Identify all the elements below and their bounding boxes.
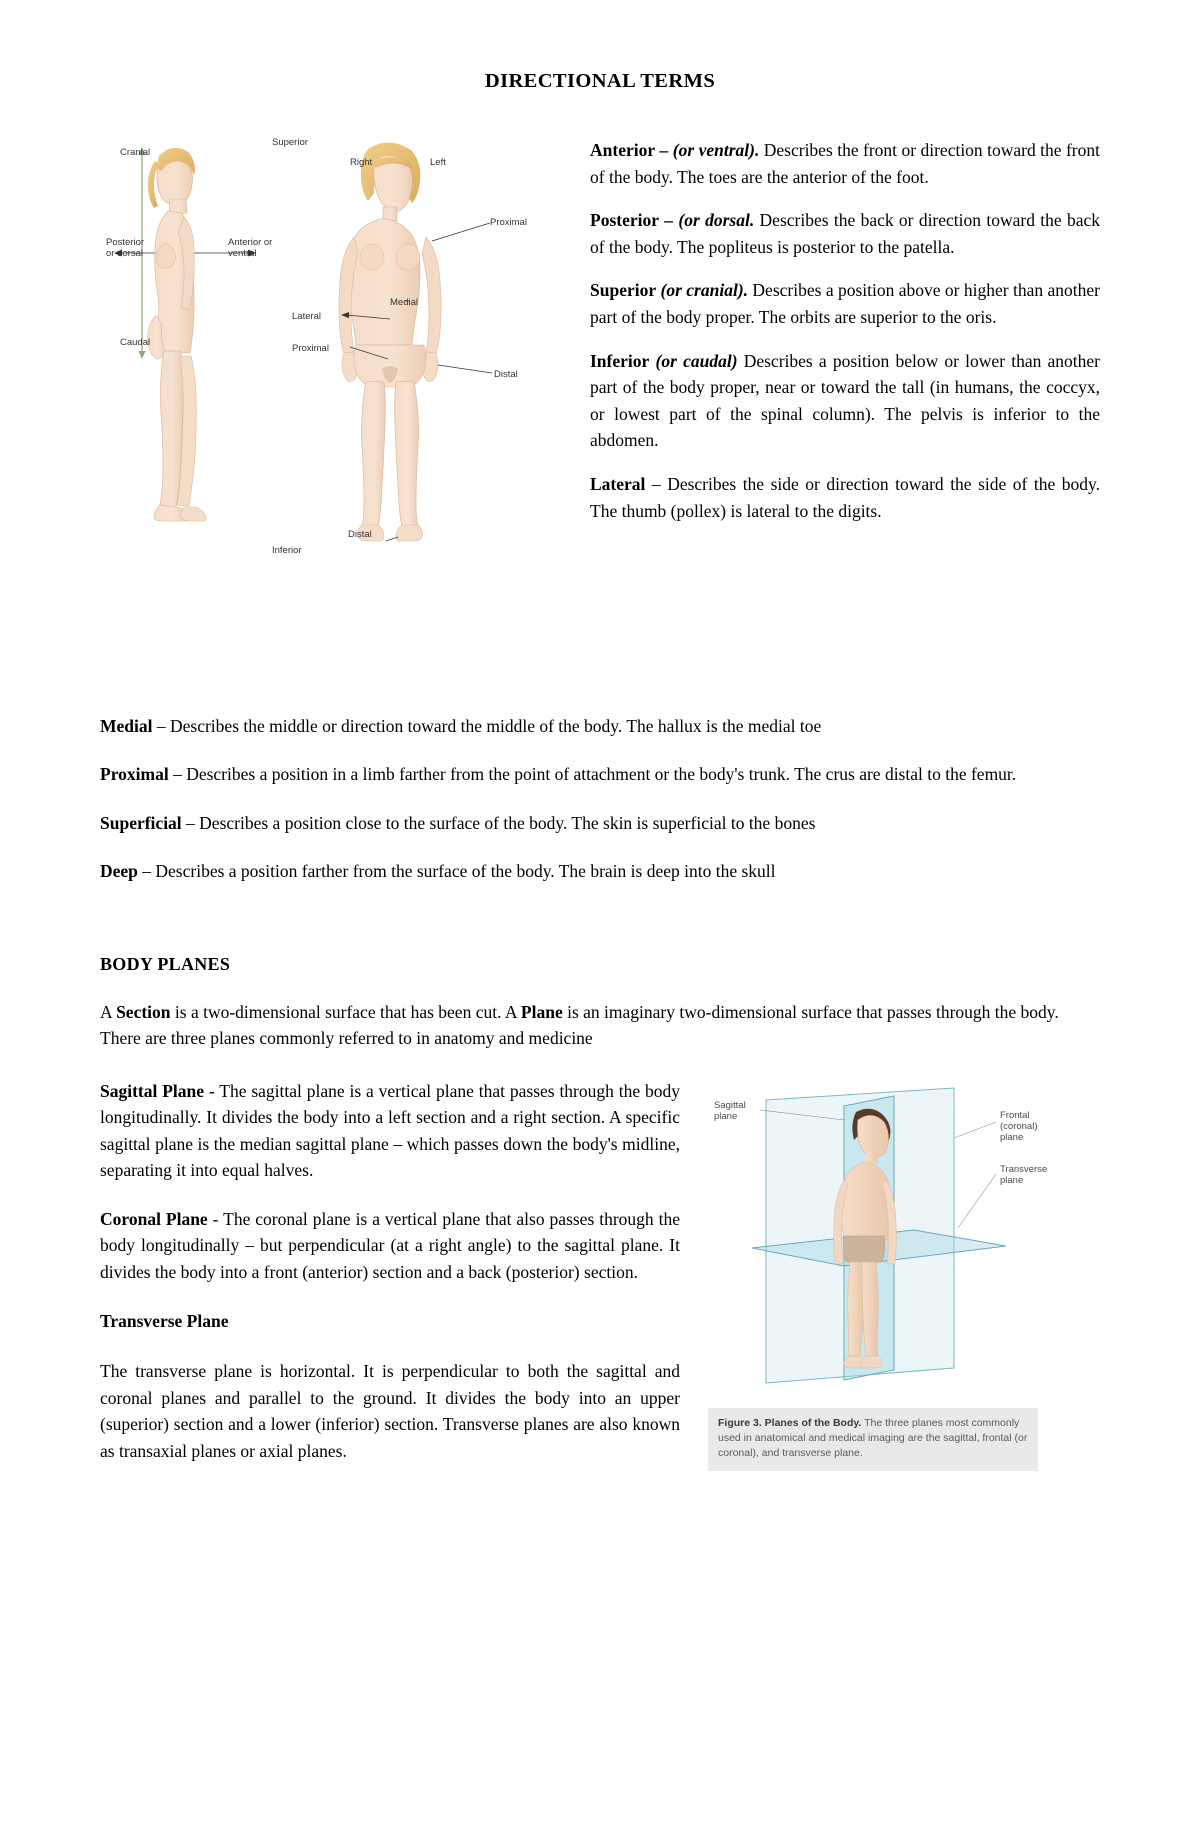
intro-c: is an imaginary two-dimensional surface that passes through the body. There are three planes commonly referred to in anatomy and medicine bbox=[100, 1002, 1059, 1049]
anatomy-illustration bbox=[100, 133, 570, 673]
figure-caption bbox=[708, 1408, 1038, 1472]
intro-section-term: Section bbox=[116, 1002, 171, 1022]
term-text-proximal: – Describes a position in a limb farther from the point of attachment or the body's trunk. The crus are distal to the femur. bbox=[168, 764, 1017, 785]
label-proximal-leg: Proximal bbox=[292, 343, 329, 354]
term-inferior bbox=[590, 348, 1100, 454]
intro-plane-term: Plane bbox=[520, 1002, 563, 1022]
term-text-lateral: Describes the side or direction toward the side of the body. The thumb (pollex) is lateral to the digits. bbox=[590, 473, 1100, 521]
label-anterior: Anterior or bbox=[228, 237, 273, 248]
term-label-sagittal: Sagittal Plane bbox=[100, 1080, 205, 1101]
label-proximal-arm: Proximal bbox=[490, 217, 527, 228]
term-text-coronal: - The coronal plane is a vertical plane that also passes through the body longitudinally – but perpendicular (at a right angle) to the sagittal plane. It divides the body into a front (anterior) section and a back (posterior) section. bbox=[100, 1208, 680, 1283]
label-transverse: Transverse bbox=[1000, 1163, 1048, 1175]
para-sagittal bbox=[100, 1078, 680, 1184]
term-label-anterior: Anterior bbox=[590, 140, 656, 160]
body-planes-intro bbox=[100, 999, 1100, 1052]
label-transverse-2: plane bbox=[1000, 1174, 1024, 1186]
label-posterior: Posterior bbox=[106, 237, 145, 248]
term-text-inferior: Describes a position below or lower than another part of the body proper, near or toward the tall (in humans, the coccyx, or lowest part of the spinal column). The pelvis is inferior to the abdomen. bbox=[590, 350, 1101, 451]
label-inferior: Inferior bbox=[272, 545, 302, 556]
term-label-posterior: Posterior bbox=[590, 210, 659, 231]
term-qualifier-posterior: – (or dorsal. bbox=[664, 210, 755, 231]
term-qualifier-anterior: – (or ventral). bbox=[659, 140, 760, 160]
label-or-dorsal: or dorsal bbox=[106, 248, 143, 259]
label-distal-hand: Distal bbox=[494, 369, 518, 380]
term-label-superior: Superior bbox=[590, 280, 657, 301]
term-label-proximal: Proximal bbox=[100, 764, 169, 785]
term-deep bbox=[100, 858, 1100, 884]
label-medial: Medial bbox=[390, 297, 418, 308]
label-caudal: Caudal bbox=[120, 337, 151, 348]
planes-figure bbox=[708, 1078, 1100, 1472]
term-label-deep: Deep bbox=[100, 860, 138, 881]
label-distal-leg: Distal bbox=[348, 529, 372, 540]
planes-text-column bbox=[100, 1078, 680, 1487]
label-left: Left bbox=[430, 157, 446, 168]
term-superficial bbox=[100, 810, 1100, 836]
term-qualifier-superior: (or cranial). bbox=[660, 280, 749, 301]
term-text-anterior: Describes the front or direction toward the front of the body. The toes are the anterior of the foot. bbox=[590, 140, 1100, 187]
term-posterior bbox=[590, 207, 1100, 260]
term-qualifier-inferior: (or caudal) bbox=[655, 350, 738, 371]
term-anterior bbox=[590, 137, 1100, 190]
term-text-transverse: The transverse plane is horizontal. It is perpendicular to both the sagittal and coronal planes and parallel to the ground. It divides the body into an upper (superior) section and a lower (inferior) section. Transverse planes are also known as transaxial planes or axial planes. bbox=[100, 1361, 680, 1462]
additional-terms-section bbox=[100, 713, 1100, 884]
term-label-transverse: Transverse Plane bbox=[100, 1310, 229, 1331]
intro-a: A bbox=[100, 1002, 117, 1022]
label-frontal: Frontal bbox=[1000, 1109, 1030, 1121]
page-title: DIRECTIONAL TERMS bbox=[484, 70, 716, 92]
label-cranial: Cranial bbox=[120, 147, 151, 158]
anatomy-figure bbox=[100, 133, 570, 673]
body-planes-heading: BODY PLANES bbox=[100, 954, 231, 974]
term-label-lateral: Lateral bbox=[590, 473, 646, 494]
term-lateral bbox=[590, 471, 1100, 524]
term-label-inferior: Inferior bbox=[590, 350, 650, 371]
label-superior: Superior bbox=[272, 137, 308, 148]
intro-b: is a two-dimensional surface that has been cut. A bbox=[170, 1002, 521, 1022]
planes-illustration bbox=[708, 1078, 1048, 1408]
figure-caption-title: Figure 3. Planes of the Body. bbox=[718, 1416, 862, 1429]
label-ventral: ventral bbox=[228, 248, 257, 259]
terms-column bbox=[590, 133, 1100, 524]
term-text-superficial: – Describes a position close to the surface of the body. The skin is superficial to the bones bbox=[181, 812, 816, 833]
term-label-coronal: Coronal Plane bbox=[100, 1208, 208, 1229]
term-text-medial: – Describes the middle or direction toward the middle of the body. The hallux is the medial toe bbox=[152, 716, 822, 736]
term-label-medial: Medial bbox=[100, 716, 153, 736]
label-right: Right bbox=[350, 157, 373, 168]
term-text-posterior: Describes the back or direction toward the back of the body. The popliteus is posterior to the patella. bbox=[590, 210, 1100, 257]
para-coronal bbox=[100, 1206, 680, 1286]
term-qualifier-lateral: – bbox=[651, 473, 668, 494]
figure-caption-text: The three planes most commonly used in anatomical and medical imaging are the sagittal, frontal (or coronal), and transverse plane. bbox=[718, 1416, 1028, 1459]
term-superior bbox=[590, 277, 1100, 330]
label-frontal-2: (coronal) bbox=[1000, 1120, 1038, 1132]
label-lateral: Lateral bbox=[292, 311, 322, 322]
term-text-superior: Describes a position above or higher than another part of the body proper. The orbits are superior to the oris. bbox=[590, 280, 1100, 327]
term-medial bbox=[100, 713, 1100, 739]
label-sagittal-2: plane bbox=[714, 1110, 738, 1122]
planes-section bbox=[100, 1078, 1100, 1487]
label-frontal-3: plane bbox=[1000, 1131, 1024, 1143]
directional-terms-section bbox=[100, 133, 1100, 673]
term-text-sagittal: - The sagittal plane is a vertical plane that passes through the body longitudinally. It divides the body into a left section and a right section. A specific sagittal plane is the median sagittal plane – which passes down the body's midline, separating it into equal halves. bbox=[100, 1080, 680, 1181]
term-label-superficial: Superficial bbox=[100, 812, 182, 833]
term-proximal bbox=[100, 761, 1100, 787]
term-text-deep: – Describes a position farther from the surface of the body. The brain is deep into the skull bbox=[137, 860, 776, 881]
label-sagittal: Sagittal bbox=[714, 1099, 746, 1111]
